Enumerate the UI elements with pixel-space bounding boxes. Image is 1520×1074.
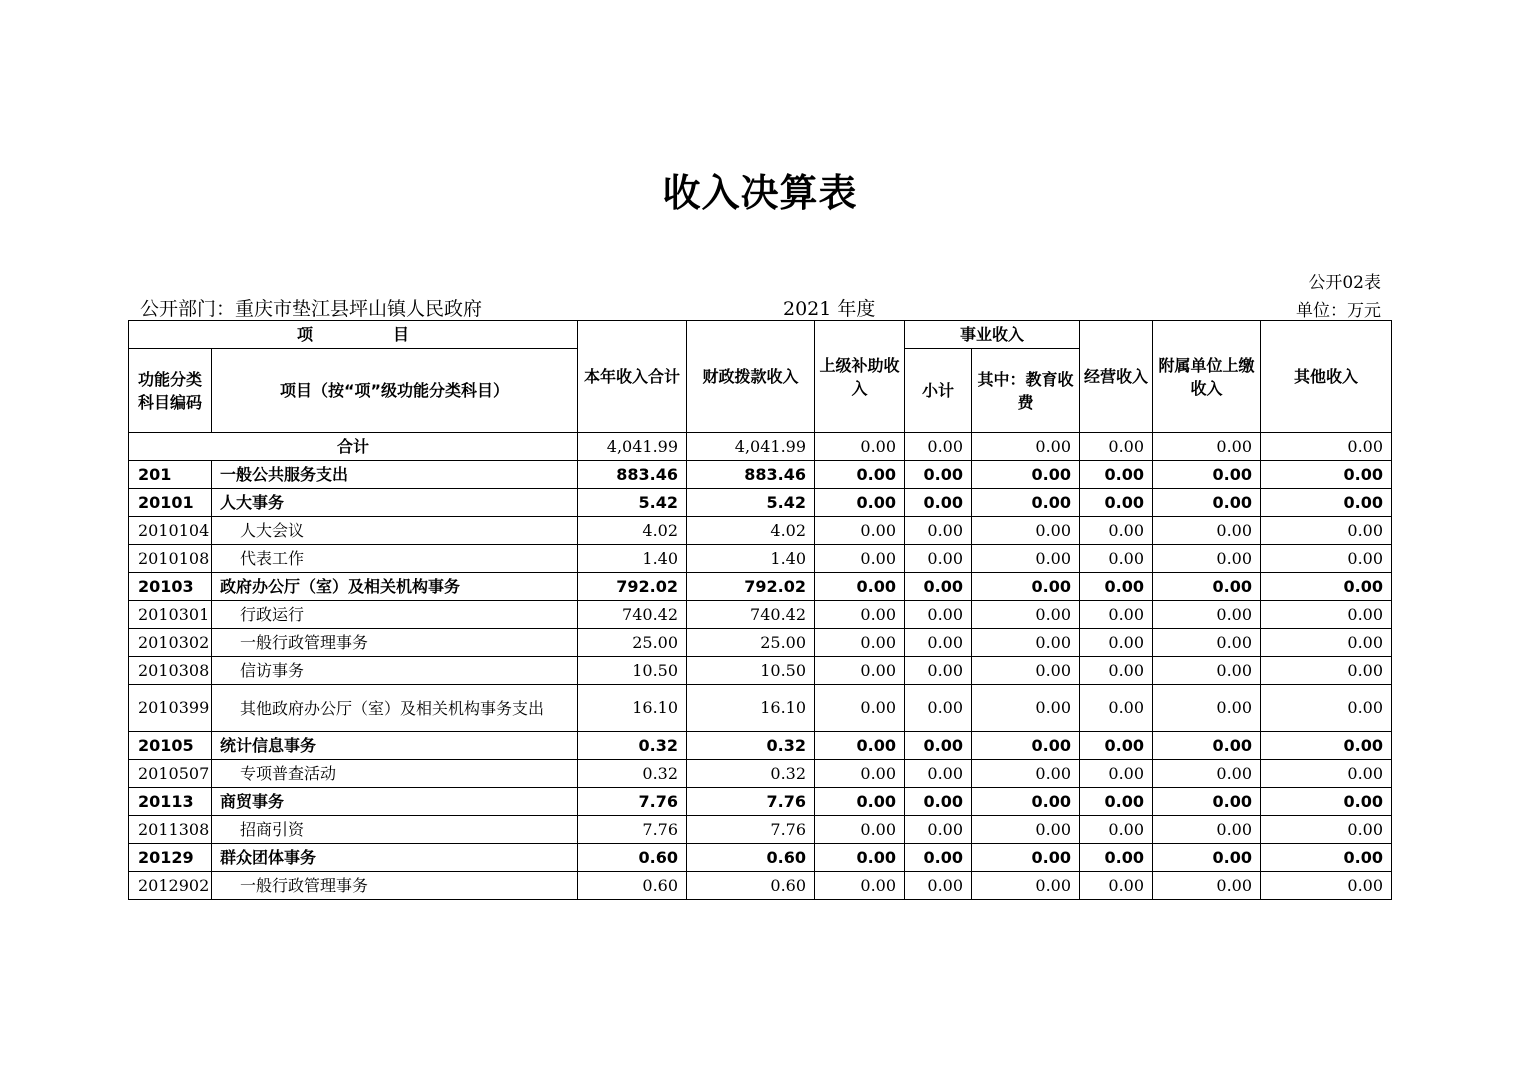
total-cell: 0.00 <box>905 433 972 461</box>
row-value: 0.00 <box>905 844 972 872</box>
row-value: 0.00 <box>1080 872 1153 900</box>
row-value: 0.00 <box>1261 816 1392 844</box>
row-value: 10.50 <box>687 657 815 685</box>
row-value: 0.00 <box>1080 489 1153 517</box>
row-value: 0.00 <box>1153 760 1261 788</box>
row-value: 0.00 <box>972 816 1080 844</box>
row-value: 792.02 <box>687 573 815 601</box>
table-row <box>129 685 1392 732</box>
row-value: 0.00 <box>1153 872 1261 900</box>
form-number: 公开02表 <box>1308 273 1381 293</box>
row-value: 0.00 <box>815 872 905 900</box>
row-value: 0.00 <box>815 732 905 760</box>
row-value: 0.00 <box>1261 872 1392 900</box>
row-value: 0.00 <box>972 545 1080 573</box>
row-value: 0.00 <box>905 760 972 788</box>
row-name: 商贸事务 <box>212 788 578 816</box>
row-value: 0.00 <box>1261 844 1392 872</box>
header-total-income: 本年收入合计 <box>578 321 687 433</box>
total-cell: 0.00 <box>815 433 905 461</box>
row-value: 0.00 <box>905 489 972 517</box>
table-row <box>129 732 1392 760</box>
row-value: 0.00 <box>972 461 1080 489</box>
table-row <box>129 760 1392 788</box>
total-label: 合计 <box>129 433 578 461</box>
row-name: 统计信息事务 <box>212 732 578 760</box>
row-code: 20103 <box>129 573 212 601</box>
row-value: 0.00 <box>905 732 972 760</box>
table-row <box>129 489 1392 517</box>
row-value: 883.46 <box>687 461 815 489</box>
total-row <box>129 433 1392 461</box>
row-value: 0.00 <box>972 760 1080 788</box>
row-value: 0.00 <box>1153 657 1261 685</box>
total-cell: 0.00 <box>972 433 1080 461</box>
row-value: 0.00 <box>905 816 972 844</box>
row-value: 7.76 <box>578 788 687 816</box>
header-subtotal: 小计 <box>905 349 972 433</box>
row-name: 一般公共服务支出 <box>212 461 578 489</box>
header-business-income: 事业收入 <box>905 321 1080 349</box>
row-value: 7.76 <box>687 816 815 844</box>
row-code: 2012902 <box>129 872 212 900</box>
row-value: 0.00 <box>1080 601 1153 629</box>
total-cell: 4,041.99 <box>578 433 687 461</box>
table-row <box>129 844 1392 872</box>
row-value: 7.76 <box>578 816 687 844</box>
row-value: 0.00 <box>1261 657 1392 685</box>
row-code: 2010104 <box>129 517 212 545</box>
row-name: 代表工作 <box>212 545 578 573</box>
row-name: 信访事务 <box>212 657 578 685</box>
row-value: 0.00 <box>972 657 1080 685</box>
row-value: 25.00 <box>687 629 815 657</box>
row-value: 0.00 <box>905 545 972 573</box>
table-row <box>129 788 1392 816</box>
row-value: 0.00 <box>815 788 905 816</box>
row-value: 0.00 <box>1261 732 1392 760</box>
unit-label: 单位：万元 <box>1296 301 1381 321</box>
row-value: 0.00 <box>1261 629 1392 657</box>
row-value: 0.00 <box>1080 788 1153 816</box>
row-value: 4.02 <box>578 517 687 545</box>
row-value: 0.00 <box>815 844 905 872</box>
table-row <box>129 601 1392 629</box>
row-name: 一般行政管理事务 <box>212 872 578 900</box>
row-value: 0.00 <box>1153 545 1261 573</box>
row-code: 201 <box>129 461 212 489</box>
table-row <box>129 816 1392 844</box>
table-row <box>129 517 1392 545</box>
header-fiscal-income: 财政拨款收入 <box>687 321 815 433</box>
row-value: 740.42 <box>687 601 815 629</box>
row-value: 5.42 <box>578 489 687 517</box>
row-value: 0.00 <box>815 760 905 788</box>
row-name: 群众团体事务 <box>212 844 578 872</box>
header-other-income: 其他收入 <box>1261 321 1392 433</box>
row-value: 0.00 <box>815 657 905 685</box>
row-name: 其他政府办公厅（室）及相关机构事务支出 <box>212 685 578 732</box>
row-value: 0.00 <box>972 872 1080 900</box>
row-code: 2010302 <box>129 629 212 657</box>
row-value: 0.00 <box>972 844 1080 872</box>
row-name: 政府办公厅（室）及相关机构事务 <box>212 573 578 601</box>
row-value: 0.00 <box>1080 685 1153 732</box>
row-value: 0.32 <box>687 732 815 760</box>
row-value: 0.00 <box>1153 629 1261 657</box>
row-value: 0.00 <box>905 573 972 601</box>
row-code: 2010399 <box>129 685 212 732</box>
row-value: 0.00 <box>905 657 972 685</box>
row-code: 2010108 <box>129 545 212 573</box>
row-value: 0.00 <box>1153 816 1261 844</box>
row-value: 0.00 <box>1153 844 1261 872</box>
row-value: 0.00 <box>815 816 905 844</box>
row-code: 20129 <box>129 844 212 872</box>
row-value: 0.00 <box>815 601 905 629</box>
row-name: 行政运行 <box>212 601 578 629</box>
row-code: 20113 <box>129 788 212 816</box>
row-value: 0.00 <box>905 788 972 816</box>
row-value: 0.00 <box>905 872 972 900</box>
department-label: 公开部门：重庆市垫江县坪山镇人民政府 <box>140 298 483 320</box>
row-value: 0.00 <box>1153 788 1261 816</box>
row-code: 2010308 <box>129 657 212 685</box>
row-value: 0.00 <box>1080 816 1153 844</box>
row-value: 0.00 <box>1080 760 1153 788</box>
row-value: 0.00 <box>1080 629 1153 657</box>
row-value: 25.00 <box>578 629 687 657</box>
row-value: 792.02 <box>578 573 687 601</box>
row-value: 0.00 <box>815 629 905 657</box>
row-value: 0.00 <box>1153 461 1261 489</box>
fiscal-year: 2021 年度 <box>783 298 876 320</box>
row-value: 0.00 <box>1261 573 1392 601</box>
income-table <box>128 320 1392 900</box>
row-value: 883.46 <box>578 461 687 489</box>
row-value: 0.00 <box>1261 601 1392 629</box>
row-value: 0.00 <box>1080 732 1153 760</box>
row-value: 0.00 <box>1080 844 1153 872</box>
row-value: 0.00 <box>815 461 905 489</box>
row-value: 0.00 <box>1080 657 1153 685</box>
row-code: 20105 <box>129 732 212 760</box>
row-value: 0.00 <box>905 629 972 657</box>
table-row <box>129 629 1392 657</box>
row-name: 人大事务 <box>212 489 578 517</box>
header-affiliated-income: 附属单位上缴收入 <box>1153 321 1261 433</box>
row-value: 4.02 <box>687 517 815 545</box>
row-value: 0.00 <box>1153 489 1261 517</box>
row-value: 0.00 <box>1153 601 1261 629</box>
row-value: 0.00 <box>972 685 1080 732</box>
row-value: 5.42 <box>687 489 815 517</box>
row-value: 0.00 <box>905 517 972 545</box>
header-operating-income: 经营收入 <box>1080 321 1153 433</box>
row-value: 16.10 <box>687 685 815 732</box>
header-education-fee: 其中：教育收费 <box>972 349 1080 433</box>
row-value: 0.00 <box>1261 489 1392 517</box>
table-row <box>129 872 1392 900</box>
row-value: 740.42 <box>578 601 687 629</box>
row-value: 0.00 <box>815 685 905 732</box>
table-row <box>129 573 1392 601</box>
row-value: 0.00 <box>1153 685 1261 732</box>
header-function-code: 功能分类科目编码 <box>129 349 212 433</box>
row-value: 0.60 <box>578 872 687 900</box>
table-row <box>129 545 1392 573</box>
row-value: 0.00 <box>1261 685 1392 732</box>
row-value: 0.32 <box>578 732 687 760</box>
row-value: 10.50 <box>578 657 687 685</box>
row-value: 1.40 <box>578 545 687 573</box>
row-value: 0.00 <box>905 601 972 629</box>
row-value: 0.00 <box>972 489 1080 517</box>
header-project: 项 目 <box>129 321 578 349</box>
row-value: 0.60 <box>687 872 815 900</box>
row-value: 0.00 <box>972 573 1080 601</box>
row-value: 0.32 <box>687 760 815 788</box>
row-value: 0.00 <box>1080 545 1153 573</box>
row-value: 0.00 <box>1261 788 1392 816</box>
total-cell: 0.00 <box>1261 433 1392 461</box>
row-value: 0.60 <box>687 844 815 872</box>
row-value: 0.00 <box>815 489 905 517</box>
row-name: 人大会议 <box>212 517 578 545</box>
row-value: 7.76 <box>687 788 815 816</box>
row-value: 0.00 <box>1153 573 1261 601</box>
row-code: 2010507 <box>129 760 212 788</box>
row-value: 0.00 <box>815 545 905 573</box>
row-value: 0.00 <box>1261 461 1392 489</box>
row-value: 0.00 <box>1080 517 1153 545</box>
row-value: 0.00 <box>972 788 1080 816</box>
row-value: 16.10 <box>578 685 687 732</box>
row-value: 0.00 <box>972 517 1080 545</box>
row-value: 0.00 <box>905 461 972 489</box>
row-value: 0.60 <box>578 844 687 872</box>
row-name: 一般行政管理事务 <box>212 629 578 657</box>
total-cell: 4,041.99 <box>687 433 815 461</box>
total-cell: 0.00 <box>1153 433 1261 461</box>
row-value: 0.00 <box>815 517 905 545</box>
row-value: 0.00 <box>1080 461 1153 489</box>
row-name: 招商引资 <box>212 816 578 844</box>
row-value: 0.32 <box>578 760 687 788</box>
row-value: 0.00 <box>1153 732 1261 760</box>
row-code: 2011308 <box>129 816 212 844</box>
row-value: 0.00 <box>972 732 1080 760</box>
table-body <box>129 433 1392 900</box>
row-code: 20101 <box>129 489 212 517</box>
row-value: 0.00 <box>1261 545 1392 573</box>
row-code: 2010301 <box>129 601 212 629</box>
row-value: 0.00 <box>972 629 1080 657</box>
page-title: 收入决算表 <box>662 171 858 215</box>
row-value: 0.00 <box>1080 573 1153 601</box>
total-cell: 0.00 <box>1080 433 1153 461</box>
table-row <box>129 461 1392 489</box>
row-value: 1.40 <box>687 545 815 573</box>
header-item-name: 项目（按“项”级功能分类科目） <box>212 349 578 433</box>
row-value: 0.00 <box>1261 517 1392 545</box>
table-row <box>129 657 1392 685</box>
row-value: 0.00 <box>1261 760 1392 788</box>
row-value: 0.00 <box>972 601 1080 629</box>
row-name: 专项普查活动 <box>212 760 578 788</box>
row-value: 0.00 <box>815 573 905 601</box>
row-value: 0.00 <box>1153 517 1261 545</box>
header-upper-subsidy: 上级补助收入 <box>815 321 905 433</box>
row-value: 0.00 <box>905 685 972 732</box>
